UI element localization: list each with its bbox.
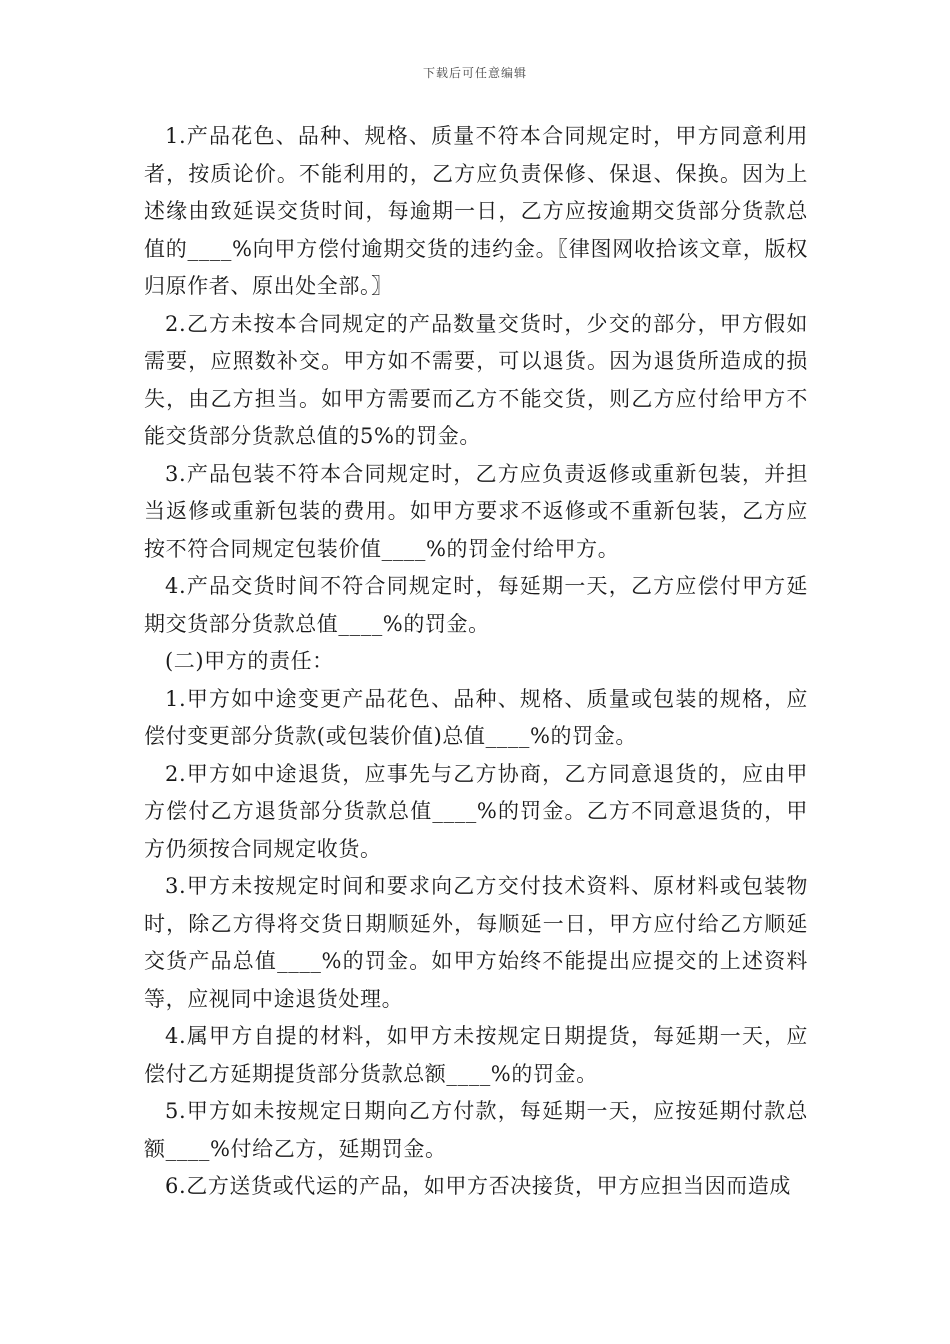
paragraph-supplier-clause-4: 4.产品交货时间不符合同规定时，每延期一天，乙方应偿付甲方延期交货部分货款总值____%的罚金。 (144, 574, 808, 636)
page-header-note: 下载后可任意编辑 (422, 66, 527, 80)
paragraph-supplier-clause-2: 2.乙方未按本合同规定的产品数量交货时，少交的部分，甲方假如需要，应照数补交。甲方如不需要，可以退货。因为退货所造成的损失，由乙方担当。如甲方需要而乙方不能交货，则乙方应付给甲方不能交货部分货款总值的5%的罚金。 (144, 311, 808, 448)
paragraph-buyer-clause-3: 3.甲方未按规定时间和要求向乙方交付技术资料、原材料或包装物时，除乙方得将交货日期顺延外，每顺延一日，甲方应付给乙方顺延交货产品总值____%的罚金。如甲方始终不能提出应提交的上述资料等，应视同中途退货处理。 (144, 874, 808, 1011)
document-body (144, 118, 808, 1206)
paragraph-buyer-clause-5: 5.甲方如未按规定日期向乙方付款，每延期一天，应按延期付款总额____%付给乙方，延期罚金。 (144, 1099, 808, 1161)
section-heading-buyer-responsibility: (二)甲方的责任： (165, 649, 334, 673)
paragraph-buyer-clause-6: 6.乙方送货或代运的产品，如甲方否决接货，甲方应担当因而造成 (165, 1174, 792, 1198)
paragraph-supplier-clause-1: 1.产品花色、品种、规格、质量不符本合同规定时，甲方同意利用者，按质论价。不能利用的，乙方应负责保修、保退、保换。因为上述缘由致延误交货时间，每逾期一日，乙方应按逾期交货部分货款总值的____%向甲方偿付逾期交货的违约金。〖律图网收拾该文章，版权归原作者、原出处全部。〗 (144, 124, 808, 298)
paragraph-buyer-clause-2: 2.甲方如中途退货，应事先与乙方协商，乙方同意退货的，应由甲方偿付乙方退货部分货款总值____%的罚金。乙方不同意退货的，甲方仍须按合同规定收货。 (144, 761, 808, 861)
paragraph-buyer-clause-1: 1.甲方如中途变更产品花色、品种、规格、质量或包装的规格，应偿付变更部分货款(或包装价值)总值____%的罚金。 (144, 686, 808, 748)
paragraph-buyer-clause-4: 4.属甲方自提的材料，如甲方未按规定日期提货，每延期一天，应偿付乙方延期提货部分货款总额____%的罚金。 (144, 1024, 808, 1086)
paragraph-supplier-clause-3: 3.产品包装不符本合同规定时，乙方应负责返修或重新包装，并担当返修或重新包装的费用。如甲方要求不返修或不重新包装，乙方应按不符合同规定包装价值____%的罚金付给甲方。 (144, 461, 808, 561)
